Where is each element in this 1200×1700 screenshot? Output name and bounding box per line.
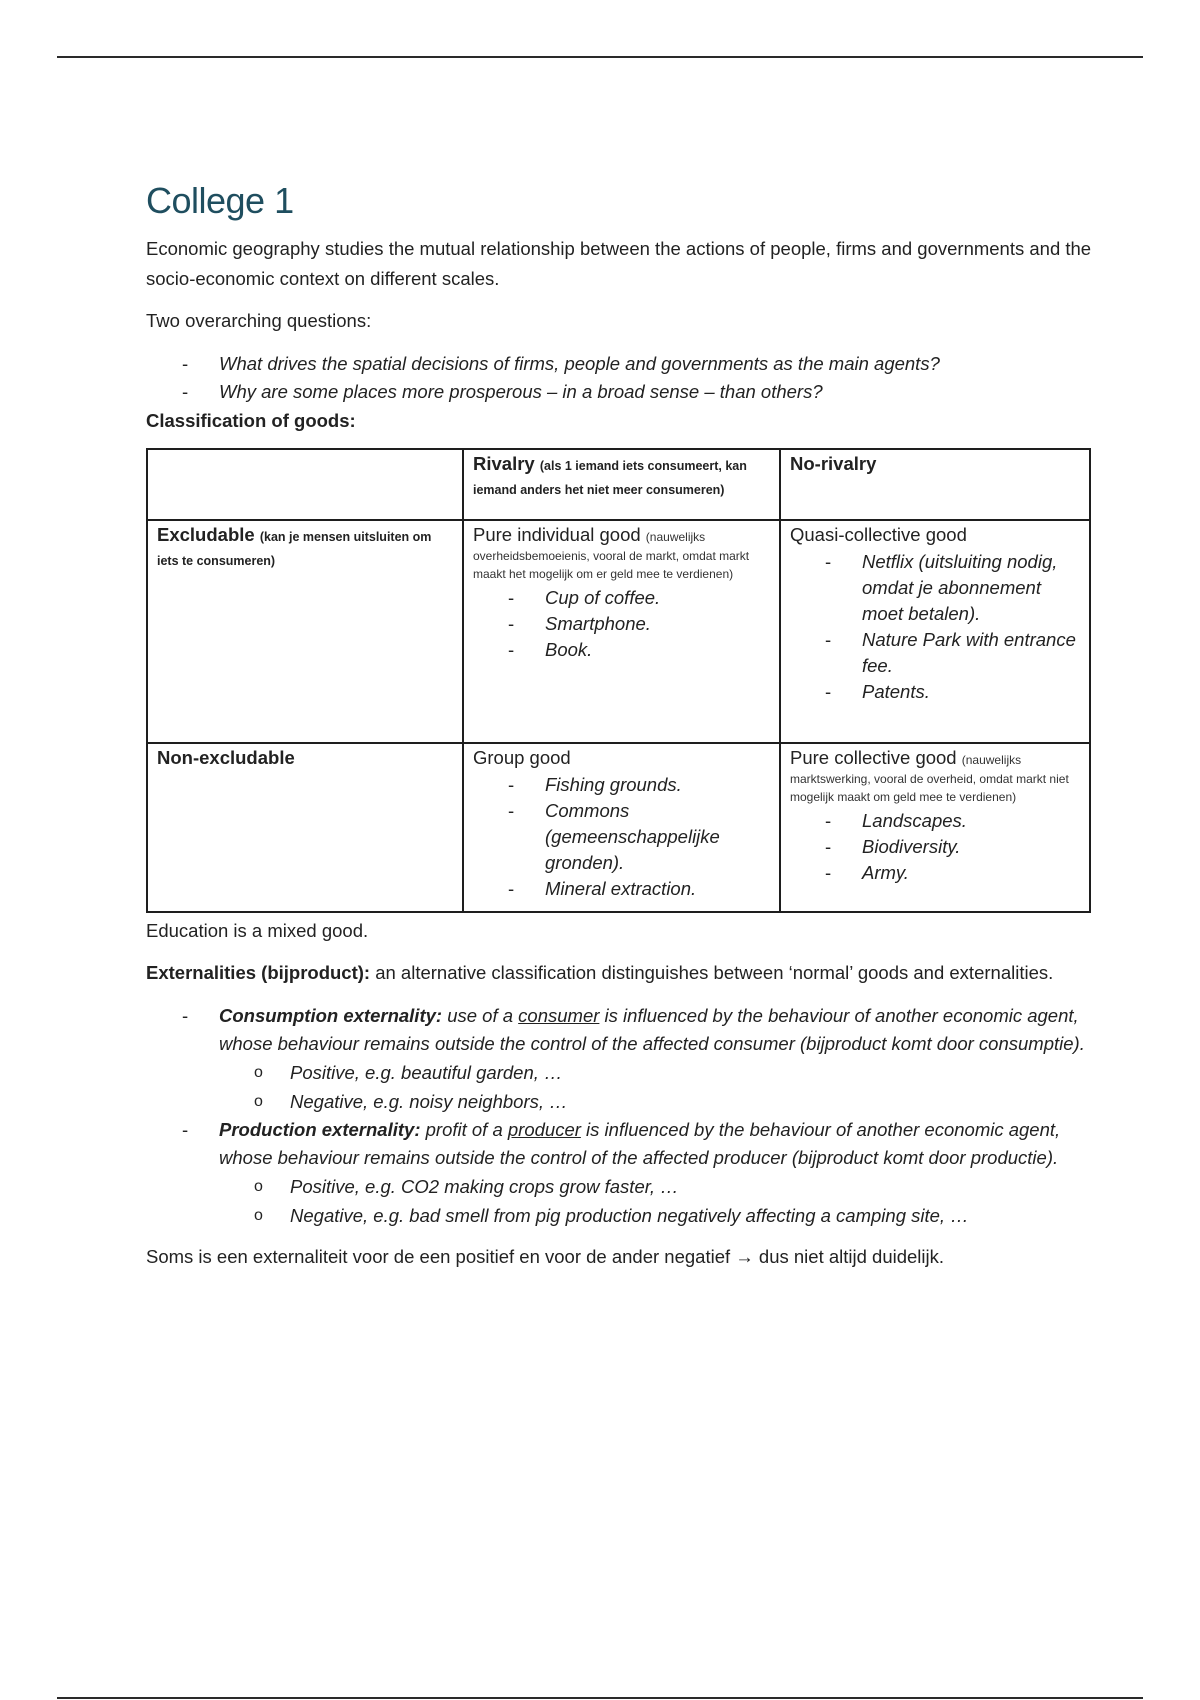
cell-examples	[473, 772, 770, 902]
externality-underlined: producer	[507, 1119, 581, 1140]
example-item: - Smartphone.	[508, 611, 770, 637]
externality-item-consumption	[182, 1002, 1106, 1116]
externality-underlined: consumer	[518, 1005, 600, 1026]
cell-title: Pure individual good	[473, 524, 641, 545]
externalities-label: Externalities (bijproduct):	[146, 962, 371, 983]
mixed-good-note: Education is a mixed good.	[146, 920, 369, 941]
externality-examples	[219, 1058, 1106, 1116]
example-item: - Commons (gemeenschappelijke gronden).	[508, 798, 770, 876]
example-item: o Positive, e.g. CO2 making crops grow faster, …	[254, 1172, 1106, 1201]
rivalry-note: (als 1 iemand iets consumeert, kan iemand anders het niet meer consumeren)	[473, 459, 747, 497]
example-item: - Army.	[825, 860, 1080, 886]
header-rivalry	[463, 449, 780, 520]
cell-note: overheidsbemoeienis, vooral de markt, omdat markt maakt het mogelijk om er geld mee te verdienen)	[473, 549, 750, 581]
table-corner-cell	[147, 449, 463, 520]
cell-pure-individual-good	[463, 520, 780, 743]
excludable-label: Excludable	[157, 524, 255, 545]
cell-title: Quasi-collective good	[790, 524, 967, 545]
row-label-non-excludable	[147, 743, 463, 912]
cell-examples	[473, 585, 770, 663]
goods-classification-table	[146, 448, 1091, 913]
cell-group-good	[463, 743, 780, 912]
intro-paragraph: Economic geography studies the mutual relationship between the actions of people, firms and governments and the socio-economic context on different scales.	[146, 238, 1092, 289]
example-item: - Netflix (uitsluiting nodig, omdat je abonnement moet betalen).	[825, 549, 1080, 627]
document-body	[146, 180, 1106, 1272]
example-item: - Cup of coffee.	[508, 585, 770, 611]
example-item: - Patents.	[825, 679, 1080, 705]
example-item: o Positive, e.g. beautiful garden, …	[254, 1058, 1106, 1087]
externalities-list	[146, 1002, 1106, 1230]
externality-examples	[219, 1172, 1106, 1230]
externality-item-production	[182, 1116, 1106, 1230]
externality-term: Consumption externality:	[219, 1005, 443, 1026]
example-item: - Nature Park with entrance fee.	[825, 627, 1080, 679]
question-item: - Why are some places more prosperous – in a broad sense – than others?	[182, 378, 1106, 406]
page-title: College 1	[146, 180, 294, 221]
page-header-rule	[57, 56, 1143, 58]
externality-text: profit of a	[420, 1119, 508, 1140]
cell-title: Group good	[473, 747, 571, 768]
externality-text: is influenced by the behaviour of another economic agent, whose behaviour remains outside the control of the affected producer (bijproduct komt door productie).	[219, 1119, 1061, 1168]
cell-examples	[790, 549, 1080, 705]
header-no-rivalry	[780, 449, 1090, 520]
cell-note-inline: (nauwelijks	[961, 753, 1022, 767]
externalities-intro: an alternative classification distinguishes between ‘normal’ goods and externalities.	[370, 962, 1054, 983]
cell-title: Pure collective good	[790, 747, 957, 768]
questions-label: Two overarching questions:	[146, 310, 372, 331]
cell-note: marktswerking, vooral de overheid, omdat markt niet mogelijk maakt om geld mee te verdienen)	[790, 772, 1069, 804]
cell-examples	[790, 808, 1080, 886]
example-item: - Landscapes.	[825, 808, 1080, 834]
example-item: - Fishing grounds.	[508, 772, 770, 798]
cell-note-inline: (nauwelijks	[645, 530, 706, 544]
non-excludable-label: Non-excludable	[157, 747, 295, 768]
page-footer-rule	[57, 1697, 1143, 1699]
row-label-excludable	[147, 520, 463, 743]
example-item: - Book.	[508, 637, 770, 663]
externality-text: is influenced by the behaviour of another economic agent, whose behaviour remains outside the control of the affected consumer (bijproduct komt door consumptie).	[219, 1005, 1085, 1054]
table-row-non-excludable	[147, 743, 1090, 912]
rivalry-label: Rivalry	[473, 453, 535, 474]
table-row-excludable	[147, 520, 1090, 743]
example-item: o Negative, e.g. bad smell from pig production negatively affecting a camping site, …	[254, 1201, 1106, 1230]
closing-paragraph: Soms is een externaliteit voor de een positief en voor de ander negatief → dus niet altijd duidelijk.	[146, 1246, 945, 1267]
classification-heading: Classification of goods:	[146, 410, 356, 431]
externalities-paragraph	[146, 958, 1106, 988]
example-item: - Biodiversity.	[825, 834, 1080, 860]
externality-term: Production externality:	[219, 1119, 421, 1140]
externality-text: use of a	[442, 1005, 519, 1026]
question-item: - What drives the spatial decisions of firms, people and governments as the main agents?	[182, 350, 1106, 378]
questions-list	[146, 350, 1106, 406]
table-header-row	[147, 449, 1090, 520]
cell-quasi-collective-good	[780, 520, 1090, 743]
excludable-note: (kan je mensen uitsluiten om iets te consumeren)	[157, 530, 432, 568]
example-item: o Negative, e.g. noisy neighbors, …	[254, 1087, 1106, 1116]
no-rivalry-label: No-rivalry	[790, 453, 877, 474]
example-item: - Mineral extraction.	[508, 876, 770, 902]
cell-pure-collective-good	[780, 743, 1090, 912]
